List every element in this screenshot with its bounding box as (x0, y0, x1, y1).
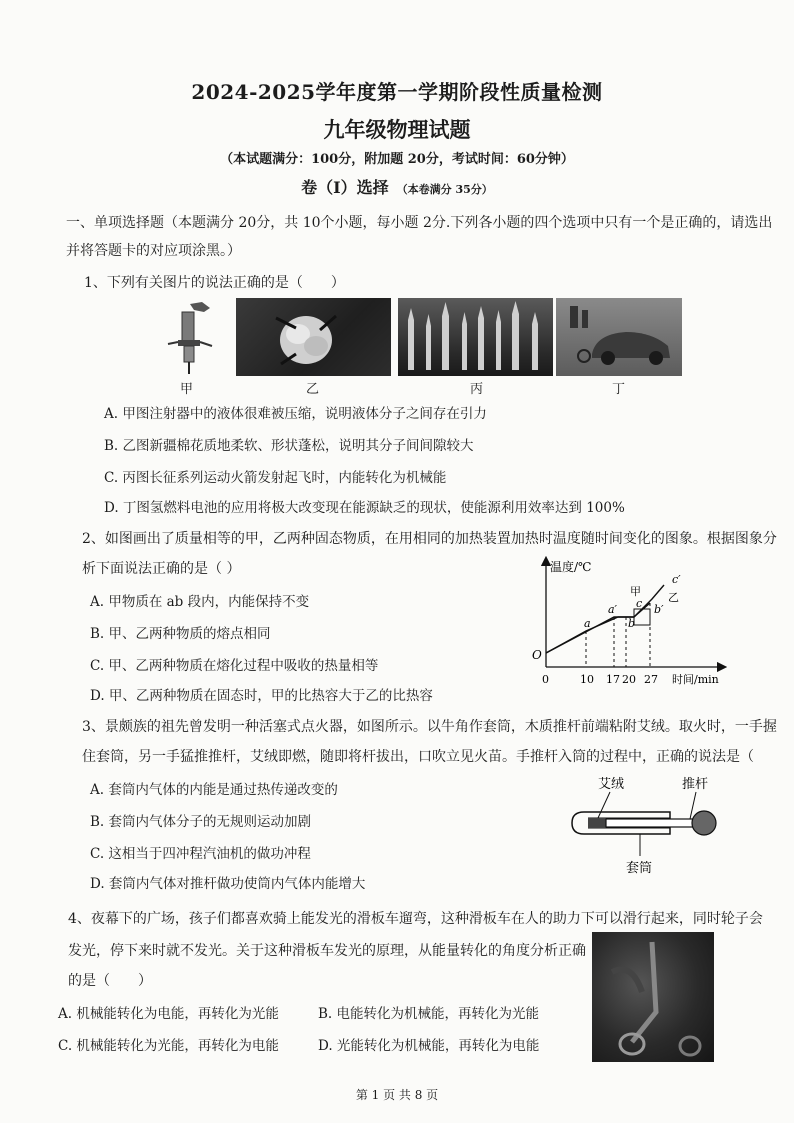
q1-option-a: A. 甲图注射器中的液体很难被压缩，说明液体分子之间存在引力 (104, 406, 487, 422)
syringe-image (160, 298, 220, 376)
series-label-jia: 甲 (630, 585, 641, 598)
bracket-box (634, 609, 650, 625)
q2-temperature-graph (530, 555, 730, 690)
tick-0: 0 (542, 673, 549, 686)
q4-option-a: A. 机械能转化为电能，再转化为光能 (58, 1006, 279, 1022)
point-b-prime: b′ (654, 603, 664, 616)
exam-subtitle: 九年级物理试题 (323, 117, 471, 142)
section1-line1: 一、单项选择题（本题满分 20分，共 10个小题，每小题 2分.下列各小题的四个选项中只有一个是正确的，请选出 (66, 215, 773, 231)
point-a: a (584, 617, 591, 630)
q1-caption-jia: 甲 (180, 382, 194, 397)
tick-10: 10 (580, 673, 594, 686)
q3-option-b: B. 套筒内气体分子的无规则运动加剧 (90, 814, 312, 830)
point-c: c (636, 597, 643, 610)
tick-17: 17 (606, 673, 620, 686)
y-axis-label: 温度/℃ (550, 560, 592, 574)
q4-stem-line2: 发光，停下来时就不发光。关于这种滑板车发光的原理，从能量转化的角度分析正确 (68, 943, 586, 959)
q1-caption-bing: 丙 (470, 382, 484, 397)
q1-stem: 1、下列有关图片的说法正确的是（ ） (84, 275, 345, 291)
hydrogen-car-image (556, 298, 682, 376)
q3-option-a: A. 套筒内气体的内能是通过热传递改变的 (90, 782, 338, 798)
point-b: b (628, 617, 636, 630)
q4-option-d: D. 光能转化为机械能，再转化为电能 (318, 1038, 540, 1054)
label-sleeve: 套筒 (626, 861, 653, 876)
label-push-rod: 推杆 (682, 777, 709, 792)
q4-option-b: B. 电能转化为机械能，再转化为光能 (318, 1006, 540, 1022)
q4-option-c: C. 机械能转化为光能，再转化为电能 (58, 1038, 279, 1054)
rockets-image (398, 298, 553, 376)
tick-20: 20 (622, 673, 636, 686)
q3-stem-line1: 3、景颇族的祖先曾发明一种活塞式点火器，如图所示。以牛角作套筒，木质推杆前端粘附艾绒。取火时，一手握 (82, 719, 777, 735)
push-rod (606, 819, 696, 827)
point-c-prime: c′ (672, 573, 681, 586)
q3-option-c: C. 这相当于四冲程汽油机的做功冲程 (90, 846, 311, 862)
series-label-yi: 乙 (668, 591, 679, 604)
origin-label: O (532, 648, 542, 662)
q2-stem-line2: 析下面说法正确的是（ ） (82, 561, 241, 577)
q3-option-d: D. 套筒内气体对推杆做功使筒内气体内能增大 (90, 876, 366, 892)
q4-stem-line1: 4、夜幕下的广场，孩子们都喜欢骑上能发光的滑板车遛弯，这种滑板车在人的助力下可以滑行起来，同时轮子会 (68, 911, 763, 927)
point-a-prime: a′ (608, 603, 618, 616)
q1-option-c: C. 丙图长征系列运动火箭发射起飞时，内能转化为机械能 (104, 470, 447, 486)
q2-option-c: C. 甲、乙两种物质在熔化过程中吸收的热量相等 (90, 658, 379, 674)
q2-stem-line1: 2、如图画出了质量相等的甲，乙两种固态物质，在用相同的加热装置加热时温度随时间变化的图象。根据图象分 (82, 531, 777, 547)
cotton-image (236, 298, 391, 376)
scooter-image (592, 932, 714, 1062)
tinder (588, 818, 606, 828)
tick-27: 27 (644, 673, 658, 686)
volume-heading (0, 175, 794, 198)
volume-note: （本卷满分 35分） (396, 183, 493, 196)
x-axis-label: 时间/min (672, 673, 719, 686)
q3-stem-line2: 住套筒，另一手猛推推杆，艾绒即燃，随即将杆拔出，口吹立见火苗。手推杆入筒的过程中，正确的说法是（ (82, 749, 754, 765)
fire-piston-diagram (570, 770, 730, 880)
volume-title: 卷（Ⅰ）选择 (301, 178, 389, 197)
section1-line2: 并将答题卡的对应项涂黑。） (66, 243, 241, 259)
page-footer: 第 1 页 共 8 页 (355, 1088, 439, 1102)
exam-title: 2024-2025学年度第一学期阶段性质量检测 (191, 80, 603, 104)
tinder-pointer (598, 792, 610, 818)
q1-caption-yi: 乙 (306, 382, 320, 397)
label-tinder: 艾绒 (598, 777, 625, 792)
q1-option-d: D. 丁图氢燃料电池的应用将极大改变现在能源缺乏的现状，使能源利用效率达到 100% (104, 500, 625, 516)
q1-option-b: B. 乙图新疆棉花质地柔软、形状蓬松，说明其分子间间隙较大 (104, 438, 474, 454)
q2-option-b: B. 甲、乙两种物质的熔点相同 (90, 626, 271, 642)
q2-option-d: D. 甲、乙两种物质在固态时，甲的比热容大于乙的比热容 (90, 688, 433, 704)
q4-stem-line3: 的是（ ） (68, 973, 152, 989)
q2-option-a: A. 甲物质在 ab 段内，内能保持不变 (90, 594, 310, 610)
exam-info: （本试题满分：100分，附加题 20分，考试时间：60分钟） (220, 152, 574, 167)
rod-knob (692, 811, 716, 835)
q1-caption-ding: 丁 (612, 382, 626, 397)
